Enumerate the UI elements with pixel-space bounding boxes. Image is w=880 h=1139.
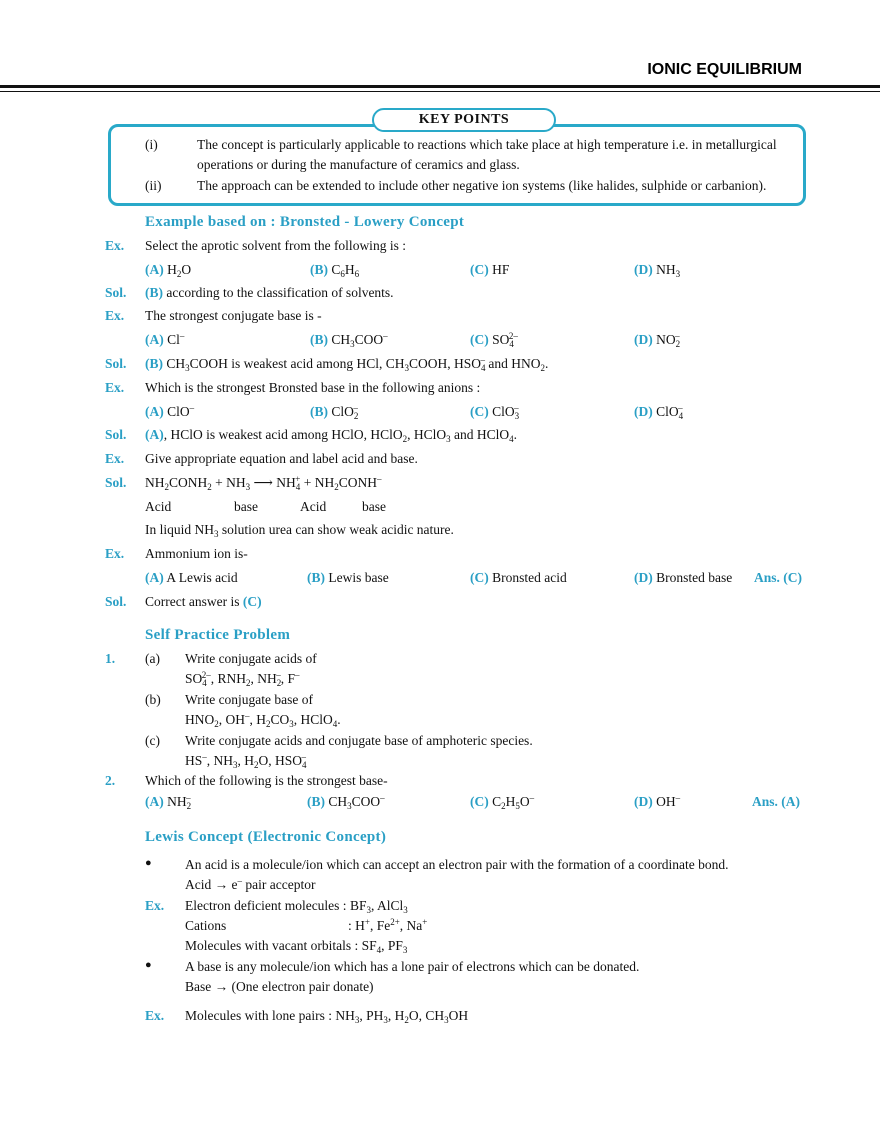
- header-rule-thick: [0, 85, 880, 88]
- bullet-icon: ●: [145, 857, 152, 869]
- option-c: (C) $C_2H_5O^-$: [470, 793, 535, 811]
- bullet-subtext: Acid → e– pair acceptor: [185, 876, 316, 892]
- question-text: Which is the strongest Bronsted base in the following anions :: [145, 380, 481, 395]
- example-text: : H+, $Fe^{2+}$, Na+: [348, 917, 428, 933]
- key-point-num: (ii): [145, 178, 162, 193]
- solution-text: (A), HClO is weakest acid among HClO, HClO$_2$, HClO$_3$ and HClO$_4$.: [145, 427, 517, 444]
- problem-text: Write conjugate base of: [185, 692, 314, 707]
- example-text: Cations: [185, 918, 227, 933]
- page-title: IONIC EQUILIBRIUM: [647, 61, 802, 78]
- key-point-text: operations or during the manufacture of ceramics and glass.: [197, 157, 520, 172]
- section-heading: Lewis Concept (Electronic Concept): [145, 829, 387, 845]
- formula-line: HS–, $NH_3$, $H_2O$, $HSO_4^-$: [185, 752, 307, 770]
- answer: Ans. (A): [752, 794, 801, 809]
- problem-num: 1.: [105, 651, 116, 666]
- formula-line: $HNO_2$, OH–, $H_2CO_3$, HClO$_4$.: [185, 711, 341, 729]
- option-a: (A) ClO–: [145, 403, 195, 419]
- ex-label: Ex.: [105, 451, 125, 466]
- sol-label: Sol.: [105, 285, 127, 300]
- example-text: Electron deficient molecules : $BF_3$, AlCl$_3$: [185, 898, 408, 915]
- equation: $NH_2CONH_2 + NH_3$ ⟶ $NH_4^+$ + $NH_2CONH^-$: [145, 474, 382, 492]
- problem-text: Which of the following is the strongest base-: [145, 773, 388, 788]
- solution-text: (B) $CH_3COOH$ is weakest acid among HCl, $CH_3COOH$, $HSO_4^-$ and $HNO_2$.: [145, 355, 549, 373]
- example-text: Molecules with lone pairs : $NH_3$, $PH_3$, $H_2O$, $CH_3OH$: [185, 1008, 469, 1025]
- solution-text: Correct answer is (C): [145, 594, 262, 609]
- ex-label: Ex.: [105, 546, 125, 561]
- option-b: (B) $C_6H_6$: [310, 262, 360, 279]
- ex-label: Ex.: [105, 238, 125, 253]
- equation-label: Acid: [300, 499, 327, 514]
- option-d: (D) OH–: [634, 793, 681, 809]
- sub-label: (c): [145, 733, 160, 748]
- option-d: (D) $NO_2^-$: [634, 331, 681, 349]
- key-point-num: (i): [145, 137, 158, 152]
- option-d: (D) Bronsted base: [634, 570, 733, 585]
- example-text: Molecules with vacant orbitals : $SF_4$, $PF_3$: [185, 938, 408, 955]
- option-d: (D) $NH_3$: [634, 262, 681, 279]
- sol-label: Sol.: [105, 475, 127, 490]
- sol-label: Sol.: [105, 594, 127, 609]
- option-b: (B) $CH_3COO^-$: [310, 331, 388, 349]
- key-points-title: KEY POINTS: [372, 108, 556, 132]
- section-heading: Self Practice Problem: [145, 627, 291, 643]
- bullet-text: A base is any molecule/ion which has a lone pair of electrons which can be donated.: [185, 959, 640, 974]
- option-a: (A) Cl–: [145, 331, 185, 347]
- option-a: (A) $H_2O$: [145, 262, 192, 279]
- key-point-text: The approach can be extended to include other negative ion systems (like halides, sulphide or carbanion).: [197, 178, 767, 193]
- option-c: (C) HF: [470, 262, 510, 277]
- question-text: Select the aprotic solvent from the following is :: [145, 238, 406, 253]
- equation-label: base: [234, 499, 258, 514]
- option-c: (C) $SO_4^{2-}$: [470, 331, 518, 349]
- problem-text: Write conjugate acids and conjugate base of amphoteric species.: [185, 733, 533, 748]
- ex-label: Ex.: [105, 308, 125, 323]
- key-point-text: The concept is particularly applicable to reactions which take place at high temperature i.e. in metallurgical: [197, 137, 777, 152]
- option-b: (B) Lewis base: [307, 570, 389, 585]
- sol-label: Sol.: [105, 356, 127, 371]
- problem-text: Write conjugate acids of: [185, 651, 317, 666]
- header-rule-thin: [0, 91, 880, 92]
- ex-label: Ex.: [105, 380, 125, 395]
- question-text: Give appropriate equation and label acid and base.: [145, 451, 418, 466]
- option-a: (A) A Lewis acid: [145, 570, 238, 585]
- equation-label: base: [362, 499, 386, 514]
- equation-label: Acid: [145, 499, 172, 514]
- answer: Ans. (C): [754, 570, 803, 585]
- note-text: In liquid $NH_3$ solution urea can show weak acidic nature.: [145, 522, 454, 539]
- formula-line: $SO_4^{2-}$, $RNH_2$, $NH_2^-$, F–: [185, 670, 300, 688]
- sol-label: Sol.: [105, 427, 127, 442]
- sub-label: (a): [145, 651, 160, 666]
- bullet-subtext: Base → (One electron pair donate): [185, 979, 374, 994]
- option-d: (D) ClO$_4$–: [634, 403, 684, 421]
- bullet-icon: ●: [145, 959, 152, 971]
- solution-text: (B) according to the classification of solvents.: [145, 285, 394, 300]
- option-a: (A) $NH_2^-$: [145, 793, 192, 811]
- ex-label: Ex.: [145, 898, 165, 913]
- option-c: (C) ClO$_3$–: [470, 403, 520, 421]
- problem-num: 2.: [105, 773, 116, 788]
- section-heading: Example based on : Bronsted - Lowery Concept: [145, 214, 465, 230]
- option-b: (B) $CH_3COO^-$: [307, 793, 385, 811]
- ex-label: Ex.: [145, 1008, 165, 1023]
- option-b: (B) ClO$_2$–: [310, 403, 359, 421]
- sub-label: (b): [145, 692, 161, 707]
- bullet-text: An acid is a molecule/ion which can accept an electron pair with the formation of a coordinate bond.: [185, 857, 729, 872]
- option-c: (C) Bronsted acid: [470, 570, 567, 585]
- question-text: The strongest conjugate base is -: [145, 308, 322, 323]
- question-text: Ammonium ion is-: [145, 546, 248, 561]
